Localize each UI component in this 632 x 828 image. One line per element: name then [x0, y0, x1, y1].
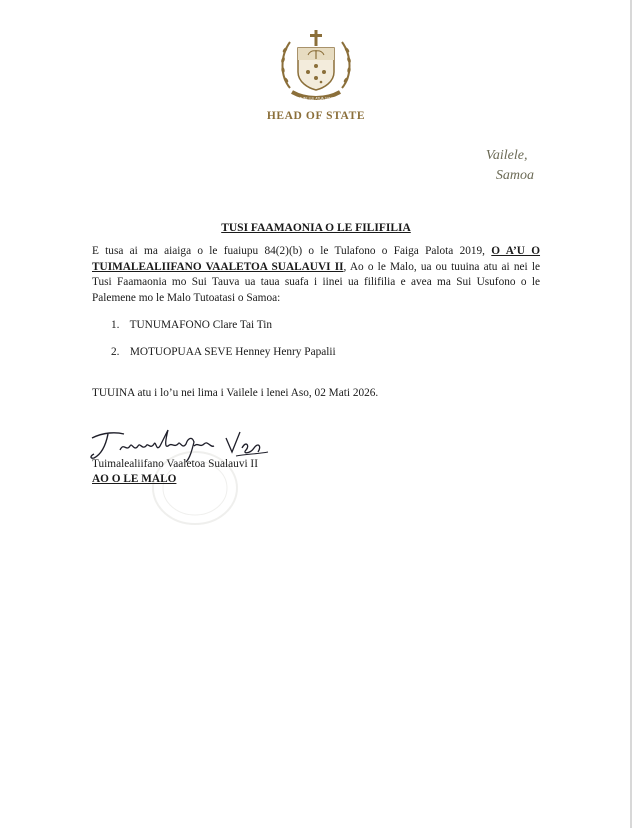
list-item-number: 2.	[111, 346, 120, 358]
place-line-1: Vailele,	[485, 148, 528, 163]
crest-motto: FAAVAE I LE ATUA SAMOA	[295, 96, 337, 101]
paragraph-declarant: O A’U O TUIMALEALIIFANO VAALETOA SUALAUVI II	[92, 245, 541, 273]
signer-office: AO O LE MALO	[92, 473, 177, 485]
document-title: TUSI FAAMAONIA O LE FILIFILIA	[221, 222, 411, 234]
list-item-text: TUNUMAFONO Clare Tai Tin	[129, 319, 273, 331]
coat-of-arms-icon	[276, 28, 356, 104]
paragraph-intro: E tusa ai ma aiaiga o le fuaiupu 84(2)(b) o le Tulafono o Faiga Palota 2019,	[92, 245, 492, 257]
list-item	[111, 346, 336, 358]
list-item-text: MOTUOPUAA SEVE Henney Henry Papalii	[129, 346, 336, 358]
list-item	[111, 319, 272, 331]
list-item-number: 1.	[111, 319, 120, 331]
paragraph-rest: , Ao o le Malo, ua ou tuuina atu ai nei le Tusi Faamaonia mo Sui Tauva ua taua suafa i iinei ua filifilia e avea ma Sui Usufono o le Palemene mo le Malo Tutoatasi o Samoa:	[92, 260, 540, 304]
signer-name: Tuimalealiifano Vaaletoa Sualauvi II	[92, 458, 258, 470]
closing-statement: TUUINA atu i lo’u nei lima i Vailele i lenei Aso, 02 Mati 2026.	[92, 387, 379, 399]
place-line-2: Samoa	[495, 168, 534, 183]
place-date-block	[486, 146, 534, 186]
office-heading: HEAD OF STATE	[266, 110, 366, 122]
body-paragraph	[92, 244, 540, 306]
